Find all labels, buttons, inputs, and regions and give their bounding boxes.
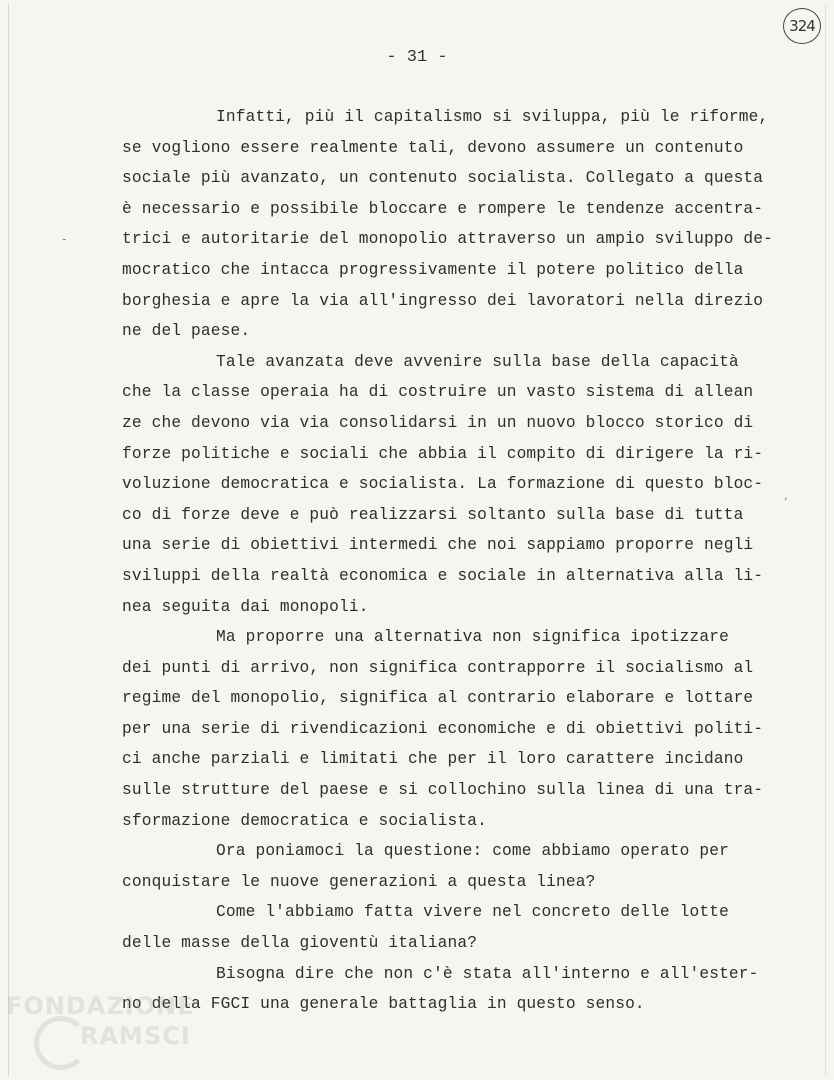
- watermark-line-1: FONDAZIONE: [6, 992, 195, 1020]
- text-line: è necessario e possibile bloccare e rompere le tendenze accentra-: [122, 199, 764, 218]
- text-line: nea seguita dai monopoli.: [122, 597, 369, 616]
- margin-mark: -: [62, 232, 67, 246]
- text-line: voluzione democratica e socialista. La formazione di questo bloc-: [122, 475, 764, 494]
- text-line: conquistare le nuove generazioni a questa linea?: [122, 872, 596, 891]
- text-line: dei punti di arrivo, non significa contrapporre il socialismo al: [122, 658, 754, 677]
- archive-stamp: 324: [783, 8, 821, 44]
- text-line: ze che devono via via consolidarsi in un nuovo blocco storico di: [122, 413, 754, 432]
- text-line: Come l'abbiamo fatta vivere nel concreto delle lotte: [216, 903, 729, 922]
- text-line: co di forze deve e può realizzarsi soltanto sulla base di tutta: [122, 505, 744, 524]
- text-line: Tale avanzata deve avvenire sulla base della capacità: [216, 352, 739, 371]
- margin-mark: ,: [784, 488, 788, 502]
- typed-text-body: [122, 102, 782, 1020]
- text-line: Ma proporre una alternativa non significa ipotizzare: [216, 628, 729, 647]
- text-line: forze politiche e sociali che abbia il compito di dirigere la ri-: [122, 444, 764, 463]
- text-line: Bisogna dire che non c'è stata all'interno e all'ester-: [216, 964, 759, 983]
- text-line: trici e autoritarie del monopolio attraverso un ampio sviluppo de-: [122, 230, 774, 249]
- text-line: Ora poniamoci la questione: come abbiamo operato per: [216, 842, 729, 861]
- text-line: no della FGCI una generale battaglia in questo senso.: [122, 995, 645, 1014]
- text-line: borghesia e apre la via all'ingresso dei lavoratori nella direzio: [122, 291, 764, 310]
- page-number: - 31 -: [386, 48, 448, 67]
- watermark-line-2: RAMSCI: [80, 1022, 191, 1050]
- text-line: ci anche parziali e limitati che per il loro carattere incidano: [122, 750, 744, 769]
- text-line: ne del paese.: [122, 322, 251, 341]
- text-line: se vogliono essere realmente tali, devono assumere un contenuto: [122, 138, 744, 157]
- text-line: sformazione democratica e socialista.: [122, 811, 487, 830]
- text-line: mocratico che intacca progressivamente il potere politico della: [122, 260, 744, 279]
- text-line: sociale più avanzato, un contenuto socialista. Collegato a questa: [122, 169, 764, 188]
- text-line: una serie di obiettivi intermedi che noi sappiamo proporre negli: [122, 536, 754, 555]
- text-line: delle masse della gioventù italiana?: [122, 934, 478, 953]
- text-line: sulle strutture del paese e si collochino sulla linea di una tra-: [122, 781, 764, 800]
- text-line: sviluppi della realtà economica e sociale in alternativa alla li-: [122, 566, 764, 585]
- foundation-watermark: [6, 990, 236, 1070]
- text-line: Infatti, più il capitalismo si sviluppa, più le riforme,: [216, 108, 769, 126]
- text-line: per una serie di rivendicazioni economiche e di obiettivi politi-: [122, 719, 764, 738]
- text-line: che la classe operaia ha di costruire un vasto sistema di allean: [122, 383, 754, 402]
- text-line: regime del monopolio, significa al contrario elaborare e lottare: [122, 689, 754, 708]
